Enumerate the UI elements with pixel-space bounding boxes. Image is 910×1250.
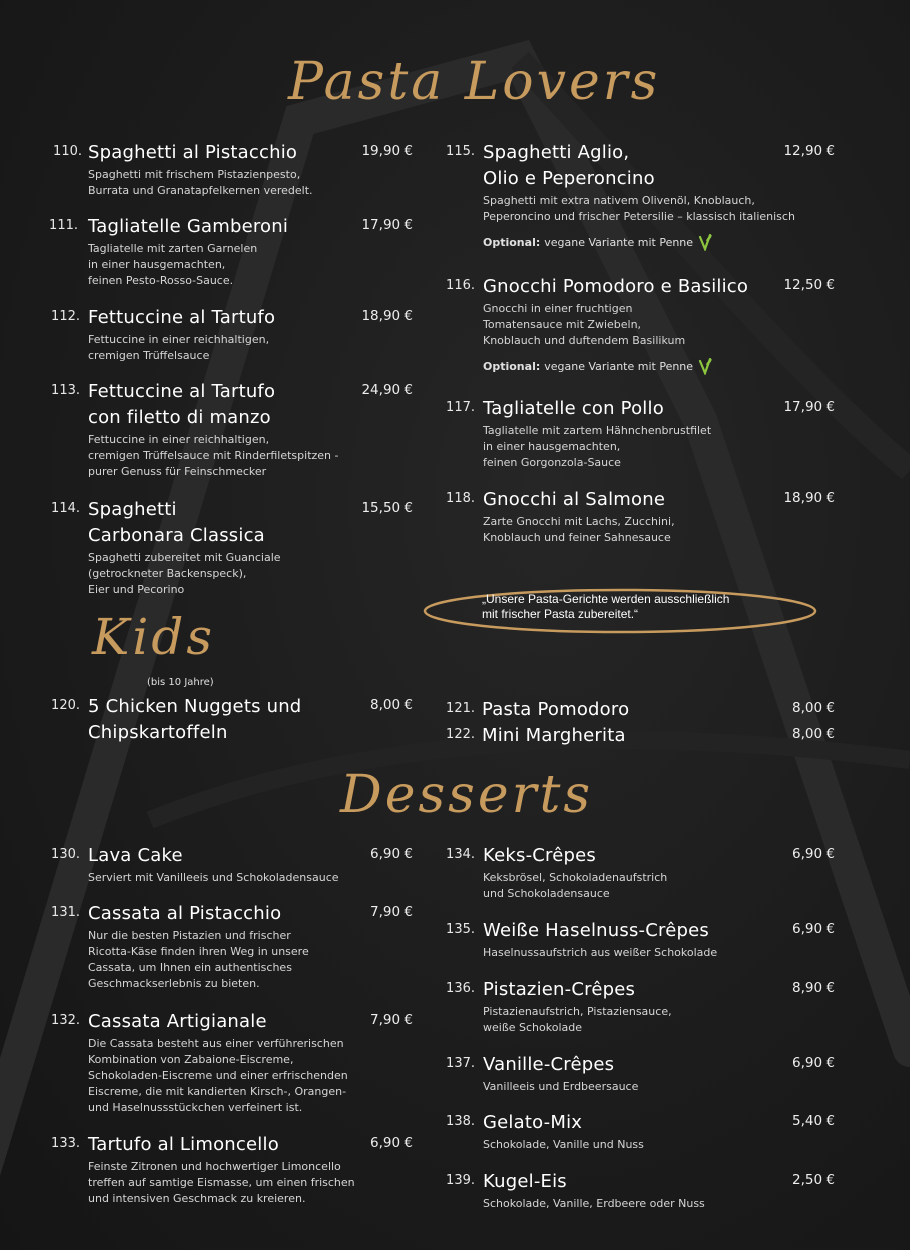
item-number: 113.	[51, 383, 80, 398]
item-price: 17,90 €	[783, 399, 835, 415]
menu-item	[51, 843, 418, 886]
item-price: 18,90 €	[783, 490, 835, 506]
item-name: Gelato-Mix	[483, 1112, 583, 1133]
item-number: 131.	[51, 905, 80, 920]
menu-item	[446, 1169, 843, 1212]
item-price: 8,90 €	[792, 980, 835, 996]
item-price: 15,50 €	[361, 500, 413, 516]
item-price: 6,90 €	[792, 846, 835, 862]
item-name: 5 Chicken Nuggets und Chipskartoffeln	[88, 696, 302, 743]
item-number: 114.	[51, 501, 80, 516]
item-name: Spaghetti al Pistacchio	[88, 142, 298, 163]
menu-item	[51, 1009, 418, 1116]
menu-item	[446, 396, 843, 471]
menu-item	[446, 140, 843, 251]
item-description: Die Cassata besteht aus einer verführerischen Kombination von Zabaione-Eiscreme, Schokoladen-Eiscreme und einer erfrischenden Eiscreme, die mit kandierten Kirsch-, Orangen- und Haselnussstückchen verfeinert ist.	[88, 1037, 348, 1114]
item-description: Fettuccine in einer reichhaltigen, cremigen Trüffelsauce	[88, 333, 270, 362]
item-price: 7,90 €	[370, 1012, 413, 1028]
item-description: Schokolade, Vanille, Erdbeere oder Nuss	[483, 1197, 705, 1210]
item-name: Keks-Crêpes	[483, 845, 597, 866]
menu-item	[446, 843, 843, 902]
item-number: 112.	[51, 309, 80, 324]
vegan-leaf-icon	[697, 233, 713, 251]
item-number: 138.	[446, 1114, 475, 1129]
item-description: Haselnussaufstrich aus weißer Schokolade	[483, 946, 718, 959]
vegan-option: Optional: vegane Variante mit Penne	[483, 357, 843, 375]
item-price: 7,90 €	[370, 904, 413, 920]
menu-item	[51, 694, 418, 746]
item-description: Nur die besten Pistazien und frischer Ricotta-Käse finden ihren Weg in unsere Cassata, um Ihnen ein authentisches Geschmackserlebnis zu bieten.	[88, 929, 309, 990]
menu-item	[51, 305, 418, 364]
item-number: 132.	[51, 1013, 80, 1028]
menu-item	[446, 723, 842, 749]
item-description: Vanilleeis und Erdbeersauce	[483, 1080, 639, 1093]
desserts-section-title: Desserts	[340, 765, 594, 825]
menu-item	[446, 697, 842, 723]
item-name: Lava Cake	[88, 845, 183, 866]
item-name: Pasta Pomodoro	[482, 699, 630, 720]
item-number: 136.	[446, 981, 475, 996]
menu-item	[446, 274, 843, 375]
menu-item	[446, 487, 843, 546]
item-name: Spaghetti Carbonara Classica	[88, 499, 265, 546]
item-name: Cassata al Pistacchio	[88, 903, 282, 924]
item-price: 5,40 €	[792, 1113, 835, 1129]
item-price: 12,50 €	[783, 277, 835, 293]
item-price: 19,90 €	[361, 143, 413, 159]
item-description: Tagliatelle mit zarten Garnelen in einer hausgemachten, feinen Pesto-Rosso-Sauce.	[88, 242, 258, 287]
item-description: Feinste Zitronen und hochwertiger Limoncello treffen auf samtige Eismasse, um einen frischen und intensiven Geschmack zu kreieren.	[88, 1160, 355, 1205]
item-price: 18,90 €	[361, 308, 413, 324]
item-name: Mini Margherita	[482, 725, 626, 746]
kids-section-title: Kids	[92, 608, 216, 666]
item-name: Cassata Artigianale	[88, 1011, 267, 1032]
item-number: 133.	[51, 1136, 80, 1151]
menu-item	[51, 497, 418, 598]
item-price: 8,00 €	[370, 697, 413, 713]
item-name: Weiße Haselnuss-Crêpes	[483, 920, 709, 941]
menu-item	[446, 918, 843, 961]
item-description: Spaghetti mit extra nativem Olivenöl, Knoblauch, Peperoncino und frischer Petersilie – klassisch italienisch	[483, 194, 795, 223]
item-name: Spaghetti Aglio, Olio e Peperoncino	[483, 142, 655, 189]
item-description: Fettuccine in einer reichhaltigen, cremigen Trüffelsauce mit Rinderfiletspitzen - purer Genuss für Feinschmecker	[88, 433, 339, 478]
item-name: Tartufo al Limoncello	[88, 1134, 279, 1155]
item-number: 111.	[49, 218, 78, 233]
item-number: 135.	[446, 922, 475, 937]
item-number: 134.	[446, 847, 475, 862]
item-price: 8,00 €	[792, 726, 835, 742]
menu-item	[446, 1052, 843, 1095]
item-number: 130.	[51, 847, 80, 862]
pasta-section-title: Pasta Lovers	[288, 52, 661, 112]
item-number: 110.	[53, 144, 82, 159]
item-description: Spaghetti mit frischem Pistazienpesto, Burrata und Granatapfelkernen veredelt.	[88, 168, 313, 197]
item-description: Gnocchi in einer fruchtigen Tomatensauce mit Zwiebeln, Knoblauch und duftendem Basilikum	[483, 302, 686, 347]
item-number: 120.	[51, 698, 80, 713]
item-description: Tagliatelle mit zartem Hähnchenbrustfilet in einer hausgemachten, feinen Gorgonzola-Sauce	[483, 424, 712, 469]
item-name: Vanille-Crêpes	[483, 1054, 615, 1075]
item-number: 122.	[446, 727, 475, 742]
menu-item	[51, 379, 418, 480]
item-number: 118.	[446, 491, 475, 506]
item-description: Serviert mit Vanilleeis und Schokoladensauce	[88, 871, 339, 884]
item-number: 137.	[446, 1056, 475, 1071]
item-price: 12,90 €	[783, 143, 835, 159]
note-text: „Unsere Pasta-Gerichte werden ausschließlich mit frischer Pasta zubereitet.“	[482, 592, 730, 621]
item-price: 2,50 €	[792, 1172, 835, 1188]
item-name: Kugel-Eis	[483, 1171, 567, 1192]
item-description: Spaghetti zubereitet mit Guanciale (getrockneter Backenspeck), Eier und Pecorino	[88, 551, 281, 596]
item-number: 117.	[446, 400, 475, 415]
item-price: 8,00 €	[792, 700, 835, 716]
item-price: 6,90 €	[370, 1135, 413, 1151]
item-name: Tagliatelle con Pollo	[483, 398, 664, 419]
item-number: 121.	[446, 701, 475, 716]
menu-item	[53, 140, 418, 199]
item-number: 139.	[446, 1173, 475, 1188]
item-price: 6,90 €	[370, 846, 413, 862]
item-description: Pistazienaufstrich, Pistaziensauce, weiße Schokolade	[483, 1005, 672, 1034]
item-name: Gnocchi Pomodoro e Basilico	[483, 276, 749, 297]
item-description: Keksbrösel, Schokoladenaufstrich und Schokoladensauce	[483, 871, 668, 900]
item-name: Tagliatelle Gamberoni	[88, 216, 289, 237]
vegan-option: Optional: vegane Variante mit Penne	[483, 233, 843, 251]
menu-item	[446, 977, 843, 1036]
item-price: 6,90 €	[792, 921, 835, 937]
item-name: Gnocchi al Salmone	[483, 489, 666, 510]
menu-item	[446, 1110, 843, 1153]
item-name: Fettuccine al Tartufo	[88, 307, 276, 328]
item-price: 17,90 €	[361, 217, 413, 233]
menu-item	[49, 214, 418, 289]
item-number: 116.	[446, 278, 475, 293]
kids-age-note: (bis 10 Jahre)	[147, 677, 214, 688]
item-name: Pistazien-Crêpes	[483, 979, 636, 1000]
item-price: 6,90 €	[792, 1055, 835, 1071]
item-description: Zarte Gnocchi mit Lachs, Zucchini, Knoblauch und feiner Sahnesauce	[483, 515, 675, 544]
menu-item	[51, 1132, 418, 1207]
item-number: 115.	[446, 144, 475, 159]
item-description: Schokolade, Vanille und Nuss	[483, 1138, 644, 1151]
menu-item	[51, 901, 418, 992]
item-price: 24,90 €	[361, 382, 413, 398]
vegan-leaf-icon	[697, 357, 713, 375]
item-name: Fettuccine al Tartufo con filetto di manzo	[88, 381, 276, 428]
pasta-fresh-note	[422, 586, 822, 636]
